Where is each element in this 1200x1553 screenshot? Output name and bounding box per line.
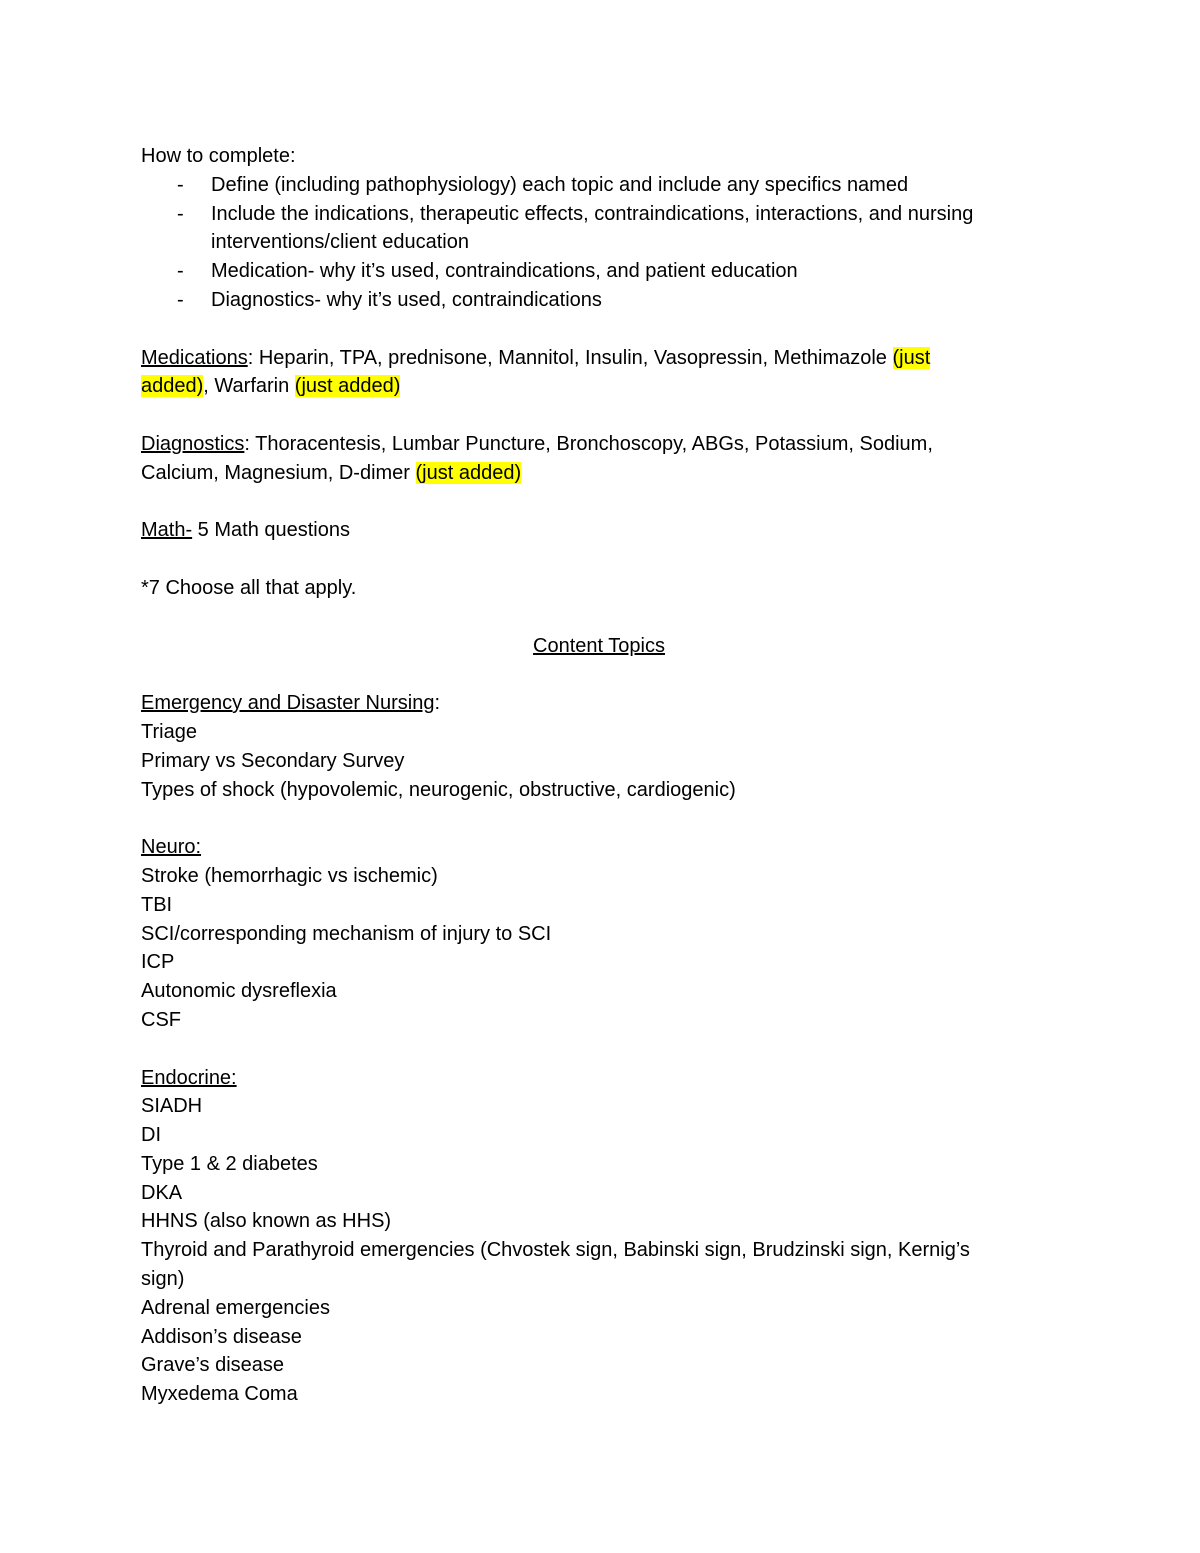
topic-item: CSF <box>141 1008 181 1031</box>
topic-item: sign) <box>141 1268 185 1291</box>
topic-item: Adrenal emergencies <box>141 1296 330 1319</box>
instruction-item: - Medication- why it’s used, contraindications, and patient education <box>141 257 1061 286</box>
medications-line-2: added), Warfarin (just added) <box>141 375 401 398</box>
intro-heading: How to complete: <box>141 145 296 167</box>
math-label: Math- <box>141 519 193 542</box>
topic-item: ICP <box>141 951 175 974</box>
topic-item: Type 1 & 2 diabetes <box>141 1152 318 1175</box>
just-added-highlight: (just added) <box>294 375 401 398</box>
topic-item: SCI/corresponding mechanism of injury to SCI <box>141 922 552 945</box>
content-topics-title: Content Topics <box>533 634 665 657</box>
topic-item: TBI <box>141 893 173 916</box>
topic-item: SIADH <box>141 1095 203 1118</box>
topic-item: Thyroid and Parathyroid emergencies (Chvostek sign, Babinski sign, Brudzinski sign, Kernig’s <box>141 1239 970 1262</box>
just-added-highlight: (just <box>892 346 931 369</box>
instruction-item: - Define (including pathophysiology) each topic and include any specifics named <box>141 171 1061 200</box>
just-added-highlight: (just added) <box>415 461 522 484</box>
document-body <box>141 142 1061 1409</box>
section-heading-emergency: Emergency and Disaster Nursing: <box>141 692 441 715</box>
choose-all-note: *7 Choose all that apply. <box>141 576 357 599</box>
medications-label: Medications <box>141 346 248 369</box>
topic-item: Addison’s disease <box>141 1325 302 1348</box>
diagnostics-list: Thoracentesis, Lumbar Puncture, Bronchoscopy, ABGs, Potassium, Sodium, <box>249 432 933 455</box>
medications-line-1: Medications: Heparin, TPA, prednisone, Mannitol, Insulin, Vasopressin, Methimazole (just <box>141 346 931 369</box>
topic-item: DKA <box>141 1181 183 1204</box>
medications-list: Heparin, TPA, prednisone, Mannitol, Insulin, Vasopressin, Methimazole <box>253 346 893 369</box>
topic-item: Grave’s disease <box>141 1354 285 1377</box>
diagnostics-line-1: Diagnostics: Thoracentesis, Lumbar Puncture, Bronchoscopy, ABGs, Potassium, Sodium, <box>141 432 933 455</box>
just-added-highlight: added) <box>141 375 204 398</box>
math-line: Math- 5 Math questions <box>141 519 350 542</box>
topic-item: DI <box>141 1124 161 1147</box>
topic-item: Triage <box>141 720 197 743</box>
topic-item: Types of shock (hypovolemic, neurogenic, obstructive, cardiogenic) <box>141 778 736 801</box>
instruction-list <box>141 171 1061 315</box>
instruction-item: - Include the indications, therapeutic effects, contraindications, interactions, and nursing interventions/client education <box>141 200 1061 258</box>
section-heading-endocrine: Endocrine: <box>141 1066 237 1089</box>
topic-item: Primary vs Secondary Survey <box>141 749 405 772</box>
instruction-item: - Diagnostics- why it’s used, contraindications <box>141 286 1061 315</box>
diagnostics-line-2: Calcium, Magnesium, D-dimer (just added) <box>141 461 522 484</box>
topic-item: Myxedema Coma <box>141 1383 298 1406</box>
diagnostics-label: Diagnostics <box>141 432 245 455</box>
section-heading-neuro: Neuro: <box>141 836 202 859</box>
topic-item: Stroke (hemorrhagic vs ischemic) <box>141 864 438 887</box>
topic-item: Autonomic dysreflexia <box>141 980 337 1003</box>
topic-item: HHNS (also known as HHS) <box>141 1210 392 1233</box>
